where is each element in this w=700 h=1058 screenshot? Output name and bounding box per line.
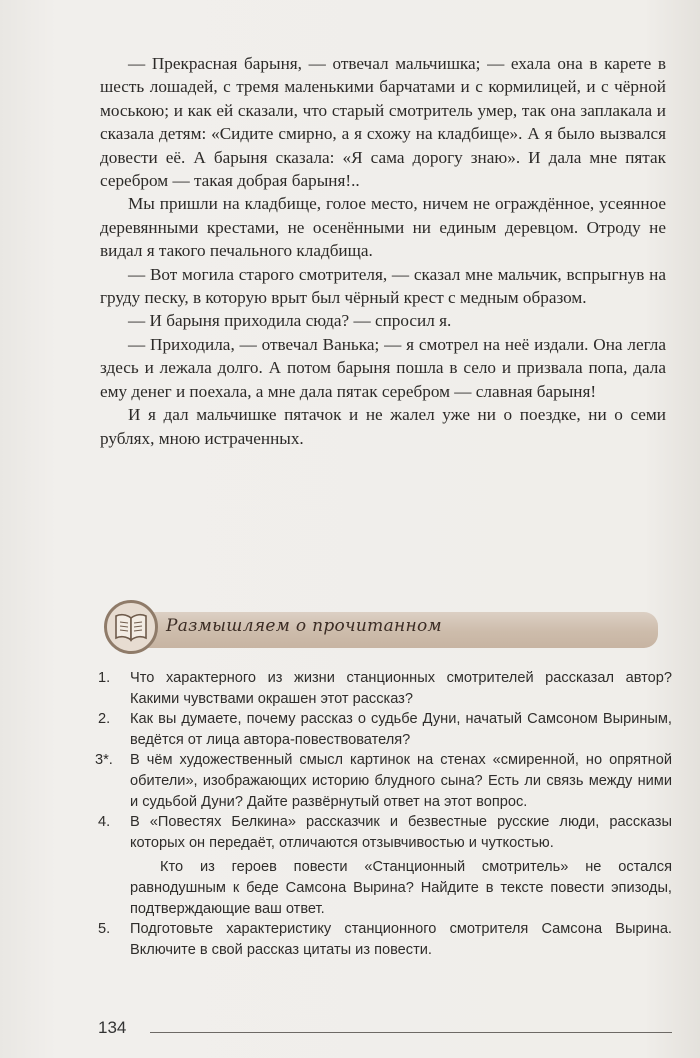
footer-rule <box>150 1032 672 1033</box>
story-text <box>100 52 666 450</box>
question-text: В «Повестях Белкина» рассказчик и безвестные русские люди, рассказы которых он передаёт, отличаются отзывчивостью и чуткостью. <box>130 814 672 851</box>
question-number: 3*. <box>95 752 113 769</box>
question-text: Как вы думаете, почему рассказ о судьбе Дуни, начатый Самсоном Выриным, ведётся от лица автора-повествователя? <box>130 711 672 748</box>
story-paragraph: — И барыня приходила сюда? — спросил я. <box>128 311 452 331</box>
story-paragraph: — Прекрасная барыня, — отвечал мальчишка; — ехала она в карете в шесть лошадей, с тремя маленькими барчатами и с кормилицей, и с чёрной моською; и как ей сказали, что старый смотритель умер, так она заплакала и сказала детям: «Сидите смирно, а я схожу на кладбище». А я было вызвался довести её. А барыня сказала: «Я сама дорогу знаю». И дала мне пятак серебром — такая добрая барыня!.. <box>100 54 666 191</box>
page-number: 134 <box>98 1018 127 1037</box>
page-footer <box>98 1016 674 1046</box>
questions-list <box>95 668 672 960</box>
question-item <box>98 812 672 853</box>
question-item <box>98 919 672 960</box>
question-number: 2. <box>98 711 111 728</box>
story-paragraph: И я дал мальчишке пятачок и не жалел уже ни о поездке, ни о семи рублях, мною истраченных. <box>100 405 666 448</box>
question-text: Кто из героев повести «Станционный смотритель» не остался равнодушным к беде Самсона Вырина? Найдите в тексте повести эпизоды, подтверждающие ваш ответ. <box>130 859 672 917</box>
question-text: Подготовьте характеристику станционного смотрителя Самсона Вырина. Включите в свой рассказ цитаты из повести. <box>130 921 672 958</box>
open-book-icon <box>104 600 158 654</box>
section-banner <box>98 600 658 656</box>
question-item <box>98 709 672 750</box>
question-text: Что характерного из жизни станционных смотрителей рассказал автор? Какими чувствами окрашен этот рассказ? <box>130 670 672 707</box>
question-number: 1. <box>98 670 111 686</box>
story-paragraph: — Приходила, — отвечал Ванька; — я смотрел на неё издали. Она легла здесь и лежала долго. А потом барыня пошла в село и призвала попа, дала ему денег и поехала, а мне дала пятак серебром — славная барыня! <box>100 334 666 401</box>
story-paragraph: — Вот могила старого смотрителя, — сказал мне мальчик, вспрыгнув на груду песку, в которую врыт был чёрный крест с медным образом. <box>100 264 666 308</box>
story-paragraph: Мы пришли на кладбище, голое место, ничем не ограждённое, усеянное деревянными крестами, не осенёнными ни единым деревцом. Отроду не видал я такого печального кладбища. <box>100 194 666 261</box>
question-text: В чём художественный смысл картинок на стенах «смиренной, но опрятной обители», изображающих историю блудного сына? Есть ли связь между ними и судьбой Дуни? Дайте развёрнутый ответ на этот вопрос. <box>130 752 672 810</box>
question-item <box>98 668 672 709</box>
question-number: 4. <box>98 814 111 831</box>
question-continuation <box>98 857 672 919</box>
question-item <box>95 750 672 812</box>
section-title: Размышляем о прочитанном <box>166 616 442 636</box>
question-number: 5. <box>98 921 111 938</box>
